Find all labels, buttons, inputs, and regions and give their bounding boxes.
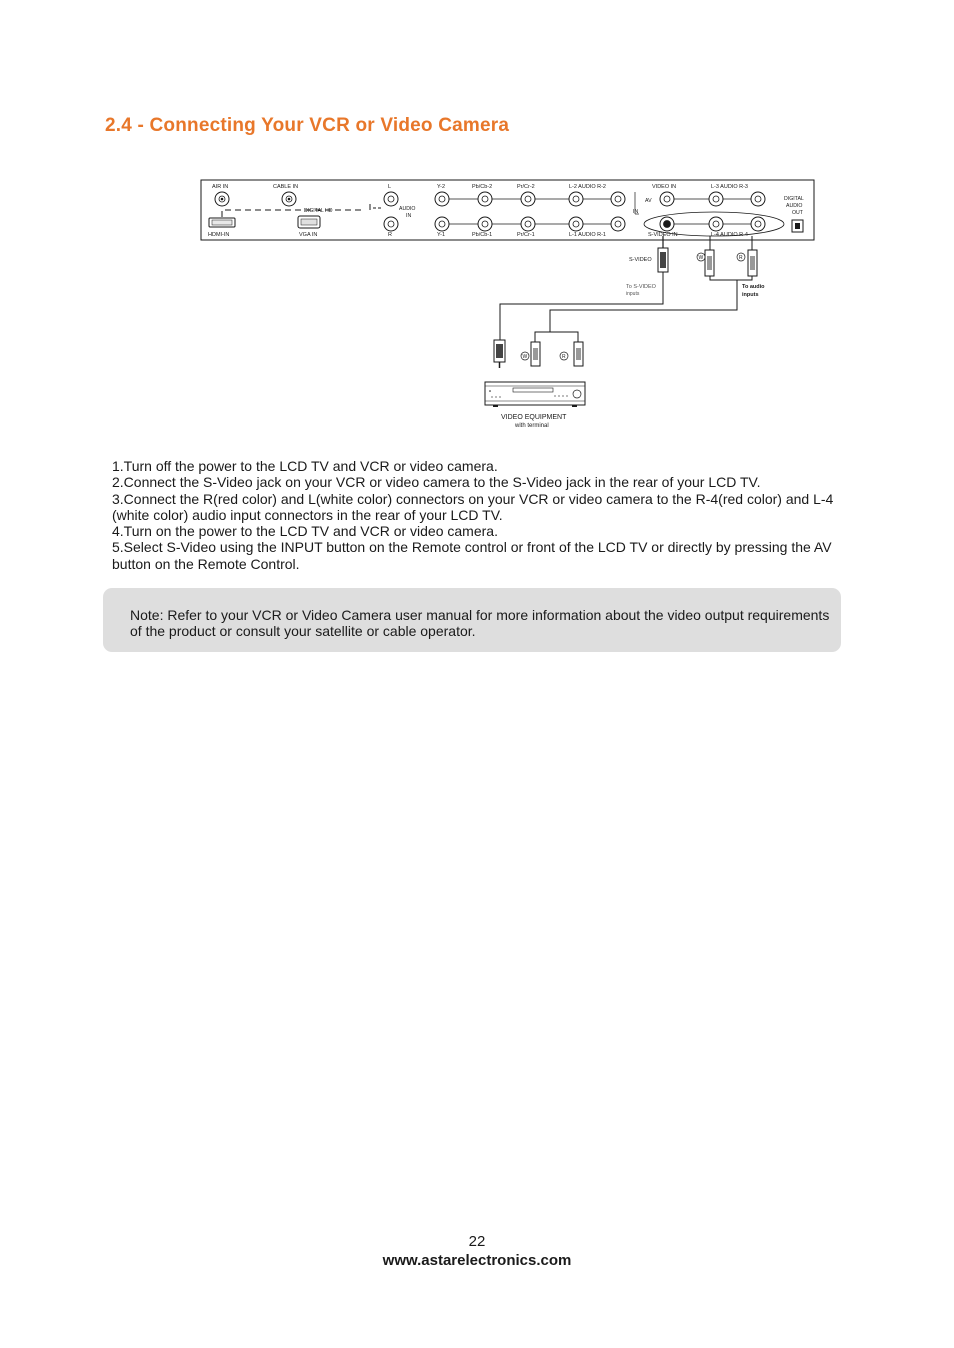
label-air-in: AIR IN: [212, 184, 229, 190]
label-video-in: VIDEO IN: [652, 184, 677, 190]
label-audio-in-1: AUDIO: [399, 206, 416, 212]
label-audio-in-2: IN: [406, 213, 412, 219]
label-prcr2: Pr/Cr-2: [517, 184, 535, 190]
svg-text:W: W: [698, 255, 704, 261]
label-to-audio: To audio: [742, 284, 765, 290]
note-text: Note: Refer to your VCR or Video Camera user manual for more information about the video output requirements of the product or consult your satellite or cable operator.: [130, 607, 830, 640]
website-link[interactable]: www.astarelectronics.com: [382, 1252, 572, 1269]
svg-text:inputs: inputs: [742, 292, 759, 298]
label-audio4: L-4 AUDIO R-4: [711, 232, 748, 238]
label-to-s-video: To S-VIDEO: [626, 284, 656, 290]
label-av: AV: [645, 198, 652, 204]
label-audio2: L-2 AUDIO R-2: [569, 184, 606, 190]
step-5: 5.Select S-Video using the INPUT button on the Remote control or front of the LCD TV or directly by pressing the AV button on the Remote Control.: [112, 539, 832, 572]
label-s-video-in: S-VIDEO IN: [648, 232, 678, 238]
step-1: 1.Turn off the power to the LCD TV and VCR or video camera.: [112, 458, 498, 474]
label-s-video: S-VIDEO: [629, 257, 652, 263]
svg-text:W: W: [522, 354, 528, 360]
label-digital-hd: DIGITAL HD: [304, 208, 333, 214]
label-with-terminal: with terminal: [515, 423, 549, 429]
step-3: 3.Connect the R(red color) and L(white color) connectors on your VCR or video camera to the R-4(red color) and L-4 (white color) audio input connectors in the rear of your LCD TV.: [112, 490, 834, 523]
label-pbcb1: Pb/Cb-1: [472, 232, 493, 238]
label-r: R: [388, 232, 392, 238]
label-hdmi-in: HDMI-IN: [208, 232, 230, 238]
label-cable-in: CABLE IN: [273, 184, 299, 190]
step-2: 2.Connect the S-Video jack on your VCR or video camera to the S-Video jack in the rear of your LCD TV.: [112, 474, 761, 491]
section-heading: 2.4 - Connecting Your VCR or Video Camera: [105, 115, 510, 136]
label-video-equipment: VIDEO EQUIPMENT: [501, 414, 567, 421]
label-in: IN: [633, 209, 639, 215]
svg-text:R: R: [739, 255, 743, 261]
label-prcr1: Pr/Cr-1: [517, 232, 535, 238]
connection-diagram: [195, 172, 820, 437]
label-audio1: L-1 AUDIO R-1: [569, 232, 606, 238]
vcr-device: [485, 382, 585, 407]
label-digital-audio-out-1: DIGITAL: [784, 196, 804, 202]
instruction-steps: [112, 458, 872, 572]
label-y1: Y-1: [437, 232, 446, 238]
note-box: [103, 588, 841, 652]
step-4: 4.Turn on the power to the LCD TV and VCR or video camera.: [112, 523, 498, 540]
label-digital-audio-out-3: OUT: [792, 210, 803, 216]
svg-text:R: R: [562, 354, 566, 360]
label-l: L: [388, 184, 392, 190]
page-number: 22: [468, 1233, 486, 1250]
label-y2: Y-2: [437, 184, 446, 190]
label-digital-audio-out-2: AUDIO: [786, 203, 803, 209]
label-audio3: L-3 AUDIO R-3: [711, 184, 748, 190]
label-vga-in: VGA IN: [299, 232, 318, 238]
label-pbcb2: Pb/Cb-2: [472, 184, 493, 190]
svg-text:inputs: inputs: [626, 291, 640, 297]
